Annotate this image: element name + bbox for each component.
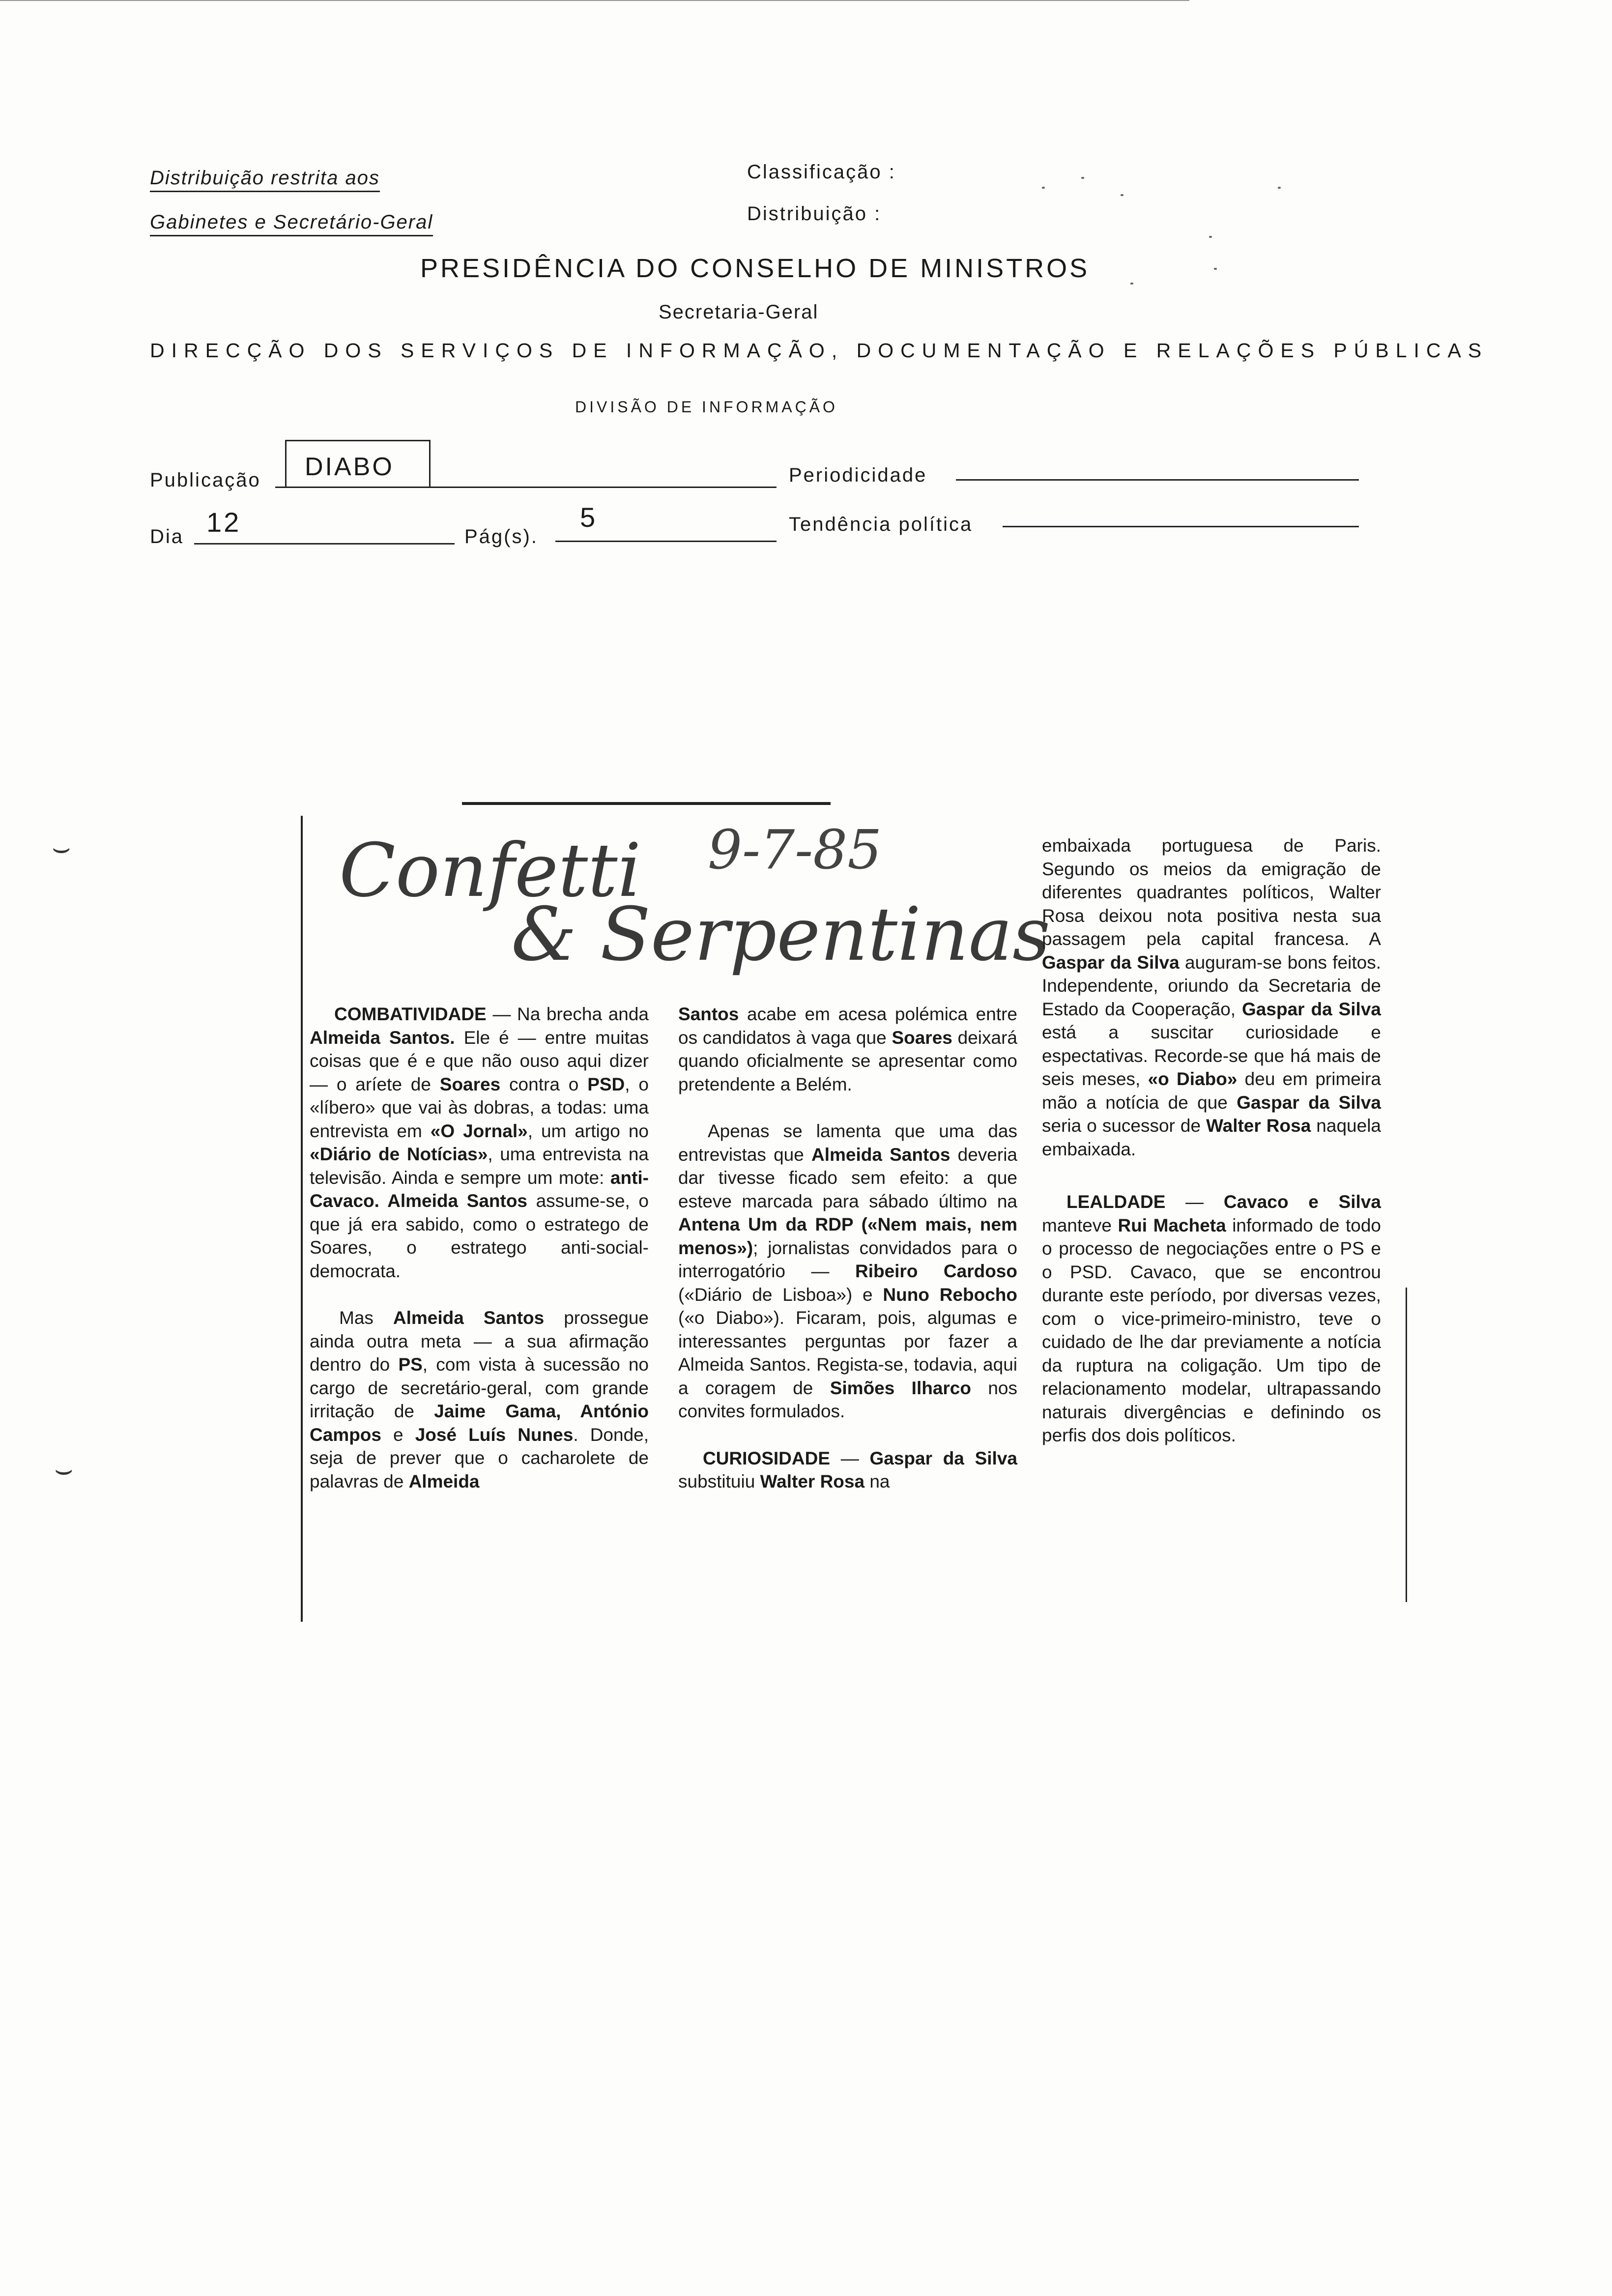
article-title-line-2: & Serpentinas [511,892,1051,977]
article-column-1: COMBATIVIDADE — Na brecha anda Almeida Santos. Ele é — entre muitas coisas que é e que não ouso aqui dizer — o aríete de Soares contra o PSD, o «líbero» que vai às dobras, a todas: uma entrevista em «O Jornal», um artigo no «Diário de Notícias», uma entrevista na televisão. Ainda e sempre um mote: anti-Cavaco. Almeida Santos assume-se, o que já era sabido, como o estratego de Soares, o estratego anti-social-democrata. Mas Almeida Santos prossegue ainda outra meta — a sua afirmação dentro do PS, com vista à sucessão no cargo de secretário-geral, com grande irritação de Jaime Gama, António Campos e José Luís Nunes. Donde, seja de prever que o cacharolete de palavras de Almeida [310,1004,649,1492]
margin-tick-bottom: ⌣ [54,1453,74,1486]
presidency-title: PRESIDÊNCIA DO CONSELHO DE MINISTROS [420,254,1090,283]
publicacao-value: DIABO [305,453,394,481]
dia-label: Dia [150,526,184,547]
left-column-rule [301,816,303,1622]
classificacao-label: Classificação : [747,161,896,183]
distribuicao-label: Distribuição : [747,203,882,225]
dia-value: 12 [206,507,241,538]
tendencia-label: Tendência política [789,514,973,535]
scan-top-edge [0,0,1189,1]
secretaria-geral: Secretaria-Geral [659,301,819,323]
restricted-line-1: Distribuição restrita aos [150,167,380,189]
periodicidade-label: Periodicidade [789,464,927,486]
article-column-2: Santos acabe em acesa polémica entre os candidatos à vaga que Soares deixará quando oficialmente se apresentar como pretendente a Belém. Apenas se lamenta que uma das entrevistas que Almeida Santos deveria dar tivesse ficado sem efeito: a que esteve marcada para sábado último na Antena Um da RDP («Nem mais, nem menos»); jornalistas convidados para o interrogatório — Ribeiro Cardoso («Diário de Lisboa») e Nuno Rebocho («o Diabo»). Ficaram, pois, algumas e interessantes perguntas por fazer a Almeida Santos. Regista-se, todavia, aqui a coragem de Simões Ilharco nos convites formulados. CURIOSIDADE — Gaspar da Silva substituiu Walter Rosa na [678,1004,1017,1492]
margin-tick-top: ⌣ [52,831,71,864]
scan-speck [1121,194,1123,196]
title-top-rule [462,802,831,805]
scan-speck [1130,283,1133,285]
pags-underline [555,541,777,542]
scan-speck [1214,268,1217,270]
dia-underline [194,543,455,545]
publicacao-underline [275,487,777,488]
article-column-3: embaixada portuguesa de Paris. Segundo os meios da emigração de diferentes quadrantes políticos, Walter Rosa deixou nota positiva nesta sua passagem pela capital francesa. A Gaspar da Silva auguram-se bons feitos. Independente, oriundo da Secretaria de Estado da Cooperação, Gaspar da Silva está a suscitar curiosidade e espectativas. Recorde-se que há mais de seis meses, «o Diabo» deu em primeira mão a notícia de que Gaspar da Silva seria o sucessor de Walter Rosa naquela embaixada. LEALDADE — Cavaco e Silva manteve Rui Macheta informado de todo o processo de negociações entre o PS e o PSD. Cavaco, que se encontrou durante este período, por diversas vezes, com o vice-primeiro-ministro, teve o cuidado de lhe dar previamente a notícia da ruptura na coligação. Um tipo de relacionamento modelar, ultrapassando naturais divergências e definindo os perfis dos dois políticos. [1042,835,1381,1445]
publicacao-label: Publicação [150,469,261,491]
tendencia-underline [1003,526,1359,527]
direccao-line: DIRECÇÃO DOS SERVIÇOS DE INFORMAÇÃO, DOCUMENTAÇÃO E RELAÇÕES PÚBLICAS [150,339,1489,362]
restricted-line-2: Gabinetes e Secretário-Geral [150,211,433,233]
article-title-line-1: Confetti [339,828,641,914]
scan-speck [1042,187,1045,189]
pags-label: Pág(s). [464,526,538,547]
right-column-rule [1406,1288,1407,1602]
pags-value: 5 [580,502,598,533]
handwritten-date: 9-7-85 [708,818,882,881]
scan-speck [1278,187,1281,189]
scan-speck [1081,177,1084,179]
periodicidade-underline [956,479,1359,481]
scan-speck [1209,236,1212,238]
divisao-informacao: DIVISÃO DE INFORMAÇÃO [575,398,838,416]
